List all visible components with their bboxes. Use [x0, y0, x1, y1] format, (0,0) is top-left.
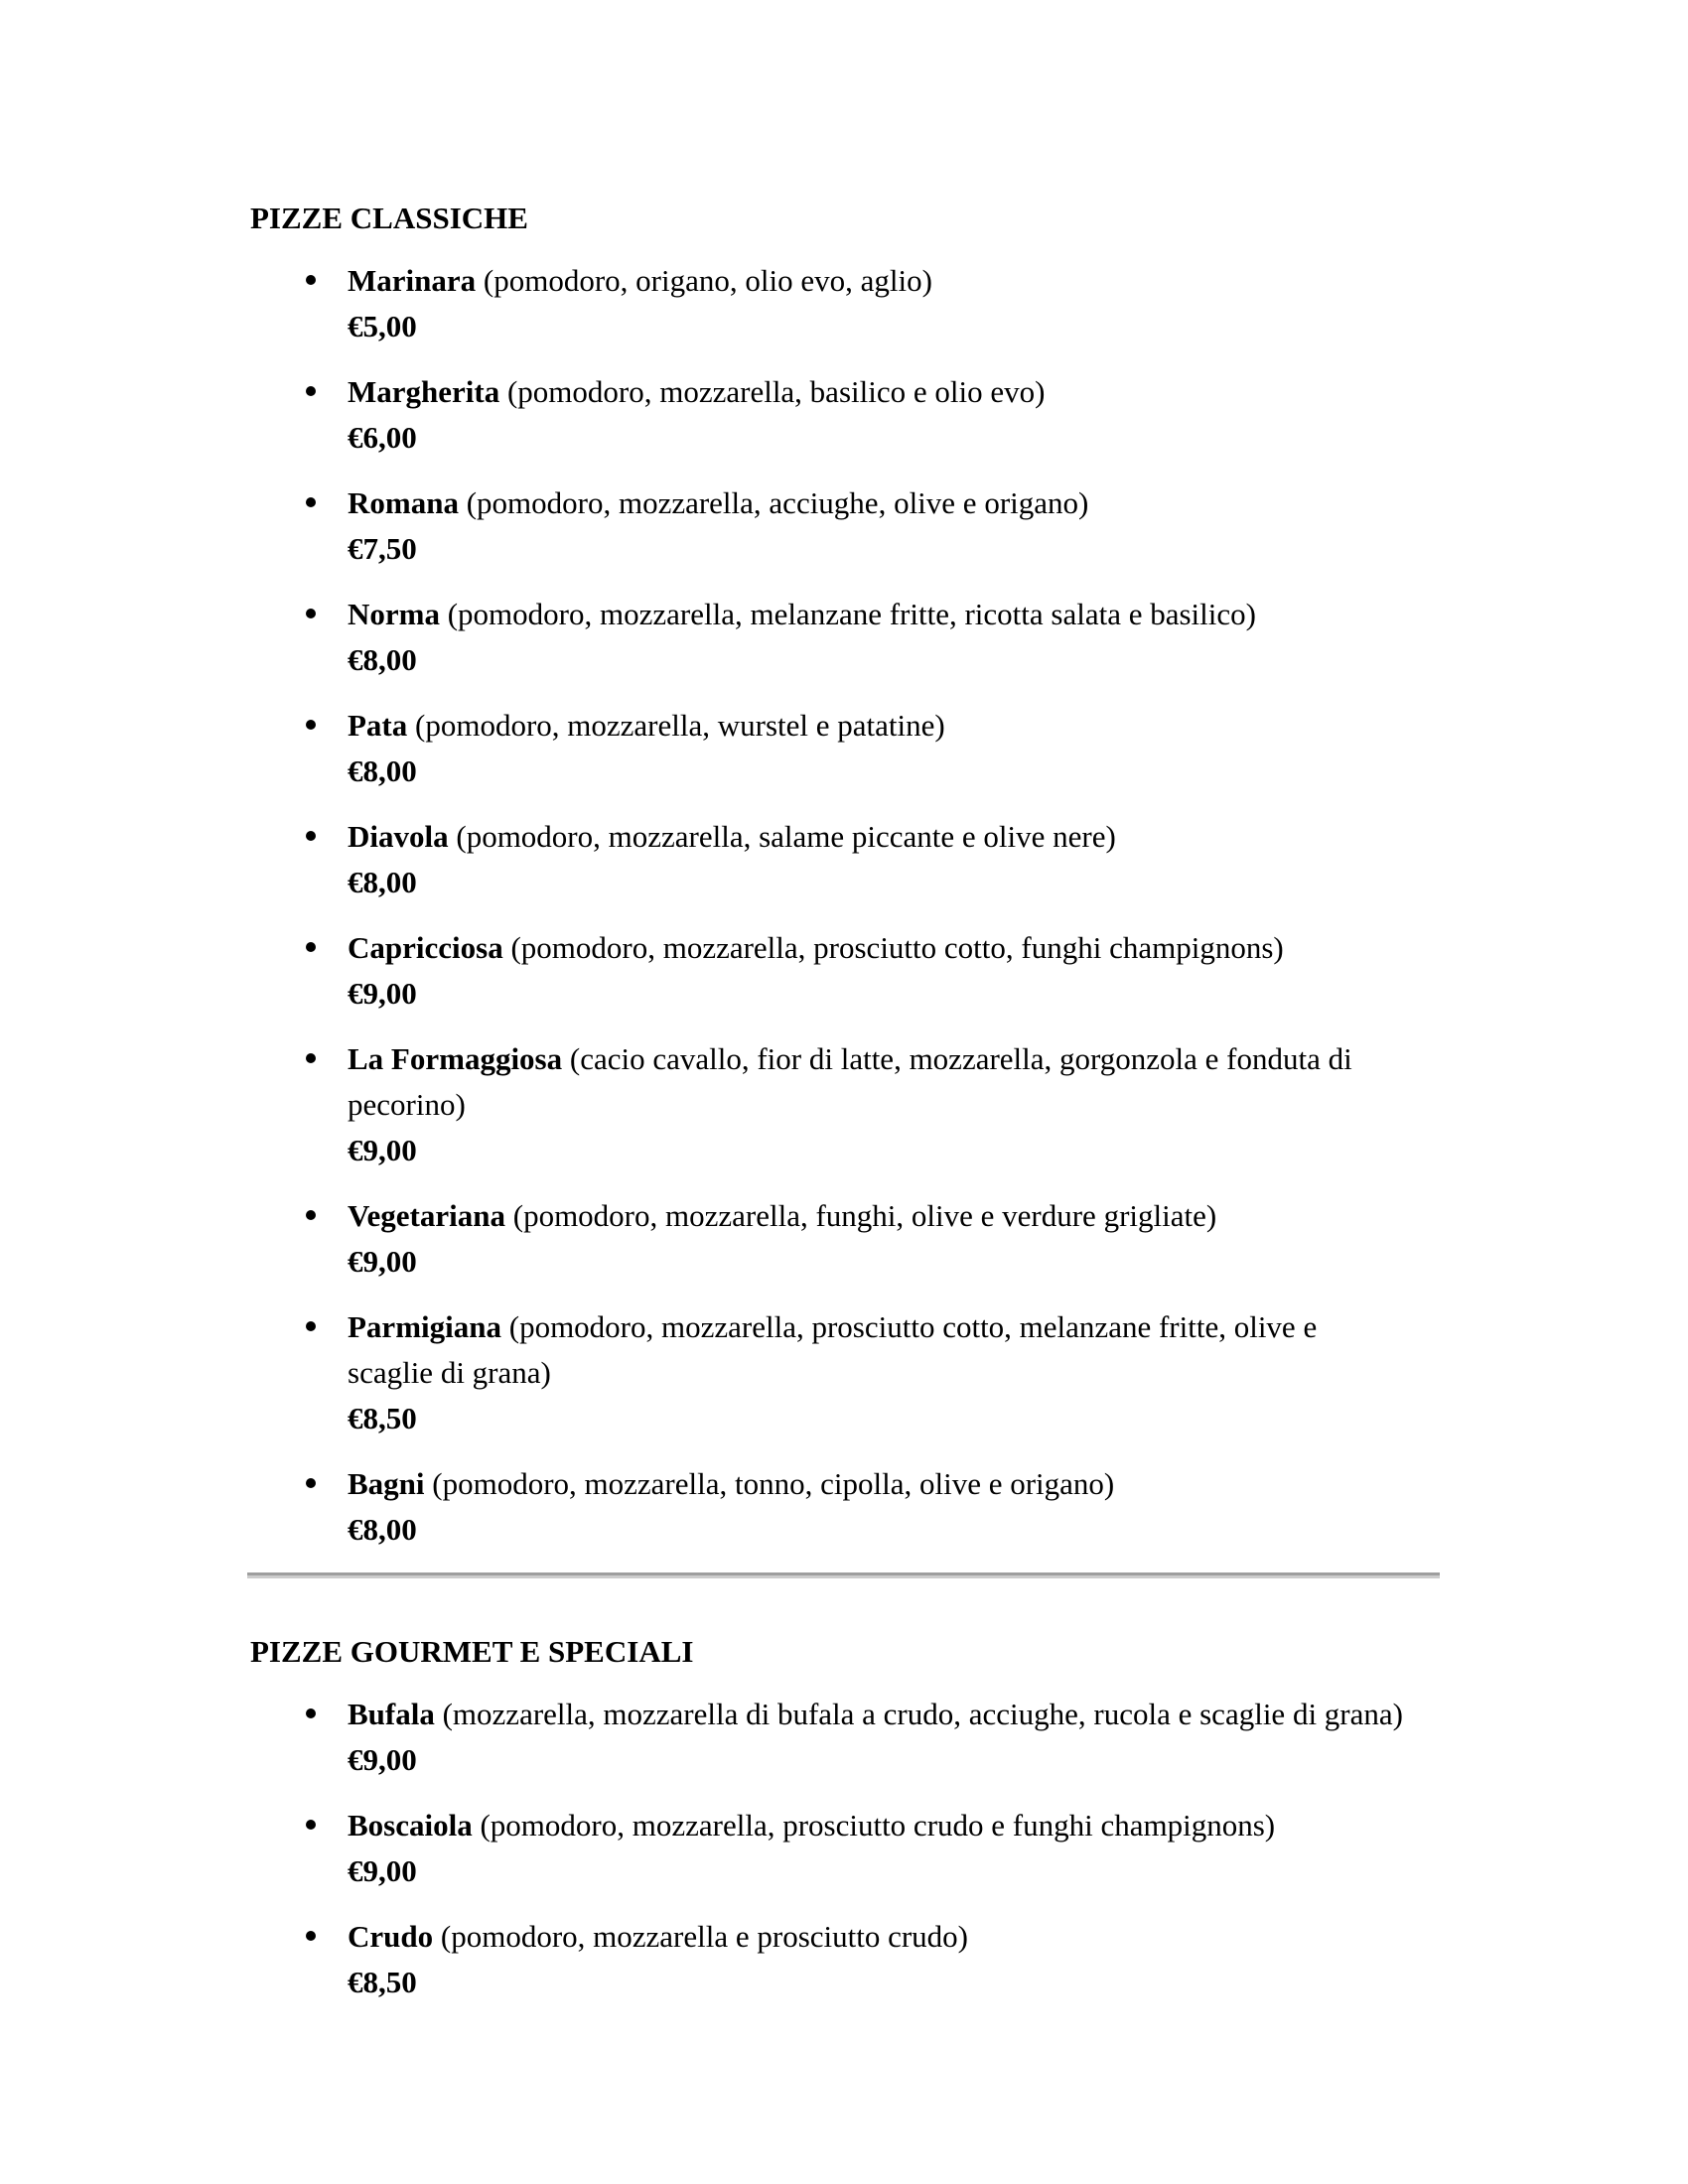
menu-item: [250, 1036, 1442, 1173]
pizza-description: (pomodoro, mozzarella, wurstel e patatine): [415, 708, 945, 743]
pizza-description: (pomodoro, mozzarella, prosciutto cotto, melanzane fritte, olive e scaglie di grana): [348, 1309, 1318, 1390]
menu-item: [250, 1803, 1442, 1894]
pizza-name: Margherita: [348, 374, 500, 409]
bullet-icon: [306, 1931, 316, 1941]
menu-content: [250, 197, 1442, 2025]
pizza-name: Boscaiola: [348, 1808, 473, 1843]
pizza-price: €9,00: [348, 1244, 417, 1279]
pizza-description: (pomodoro, mozzarella, melanzane fritte, ricotta salata e basilico): [447, 597, 1256, 631]
pizza-name: Bufala: [348, 1697, 435, 1731]
menu-item: [250, 369, 1442, 461]
menu-item: [250, 1692, 1442, 1783]
bullet-icon: [306, 1820, 316, 1830]
menu-item: [250, 592, 1442, 683]
pizza-description: (pomodoro, origano, olio evo, aglio): [483, 263, 932, 298]
section-divider: [247, 1572, 1440, 1578]
section-heading: PIZZE CLASSICHE: [250, 201, 528, 235]
pizza-price: €8,00: [348, 753, 417, 788]
pizza-price: €9,00: [348, 1742, 417, 1777]
menu-item: [250, 814, 1442, 905]
pizza-description: (pomodoro, mozzarella, funghi, olive e verdure grigliate): [512, 1198, 1217, 1233]
pizza-name: Parmigiana: [348, 1309, 501, 1344]
menu-section: [250, 197, 1442, 1553]
bullet-icon: [306, 275, 316, 285]
bullet-icon: [306, 609, 316, 618]
pizza-price: €9,00: [348, 1853, 417, 1888]
menu-item: [250, 1193, 1442, 1285]
pizza-name: Romana: [348, 485, 459, 520]
menu-item: [250, 1304, 1442, 1441]
bullet-icon: [306, 497, 316, 507]
bullet-icon: [306, 1478, 316, 1488]
bullet-icon: [306, 1053, 316, 1063]
pizza-name: Capricciosa: [348, 930, 503, 965]
pizza-description: (pomodoro, mozzarella, prosciutto cotto, funghi champignons): [510, 930, 1284, 965]
pizza-description: (pomodoro, mozzarella, basilico e olio evo): [506, 374, 1046, 409]
pizza-description: (mozzarella, mozzarella di bufala a crudo, acciughe, rucola e scaglie di grana): [442, 1697, 1403, 1731]
pizza-price: €7,50: [348, 531, 417, 566]
pizza-description: (pomodoro, mozzarella e prosciutto crudo): [440, 1919, 969, 1954]
pizza-price: €8,00: [348, 1512, 417, 1547]
pizza-price: €8,50: [348, 1401, 417, 1435]
pizza-price: €8,50: [348, 1965, 417, 1999]
pizza-description: (cacio cavallo, fior di latte, mozzarella, gorgonzola e fonduta di pecorino): [348, 1041, 1352, 1122]
pizza-name: La Formaggiosa: [348, 1041, 563, 1076]
pizza-description: (pomodoro, mozzarella, acciughe, olive e origano): [466, 485, 1089, 520]
bullet-icon: [306, 1210, 316, 1220]
pizza-name: Norma: [348, 597, 440, 631]
pizza-description: (pomodoro, mozzarella, salame piccante e olive nere): [456, 819, 1116, 854]
bullet-icon: [306, 942, 316, 952]
pizza-name: Pata: [348, 708, 408, 743]
pizza-name: Vegetariana: [348, 1198, 505, 1233]
bullet-icon: [306, 831, 316, 841]
pizza-price: €8,00: [348, 865, 417, 899]
menu-item: [250, 480, 1442, 572]
menu-item: [250, 925, 1442, 1017]
menu-item: [250, 1914, 1442, 2005]
pizza-price: €9,00: [348, 976, 417, 1011]
pizza-list: [250, 258, 1442, 1553]
pizza-list: [250, 1692, 1442, 2005]
menu-item: [250, 258, 1442, 349]
bullet-icon: [306, 1321, 316, 1331]
pizza-price: €5,00: [348, 309, 417, 343]
menu-item: [250, 1461, 1442, 1553]
pizza-description: (pomodoro, mozzarella, tonno, cipolla, olive e origano): [432, 1466, 1115, 1501]
pizza-price: €6,00: [348, 420, 417, 455]
pizza-name: Diavola: [348, 819, 449, 854]
bullet-icon: [306, 386, 316, 396]
menu-section: [250, 1630, 1442, 2005]
bullet-icon: [306, 1708, 316, 1718]
bullet-icon: [306, 720, 316, 730]
pizza-description: (pomodoro, mozzarella, prosciutto crudo e funghi champignons): [480, 1808, 1276, 1843]
section-heading: PIZZE GOURMET E SPECIALI: [250, 1634, 694, 1669]
pizza-name: Crudo: [348, 1919, 434, 1954]
pizza-name: Bagni: [348, 1466, 425, 1501]
menu-item: [250, 703, 1442, 794]
pizza-price: €9,00: [348, 1133, 417, 1167]
pizza-price: €8,00: [348, 642, 417, 677]
pizza-name: Marinara: [348, 263, 477, 298]
